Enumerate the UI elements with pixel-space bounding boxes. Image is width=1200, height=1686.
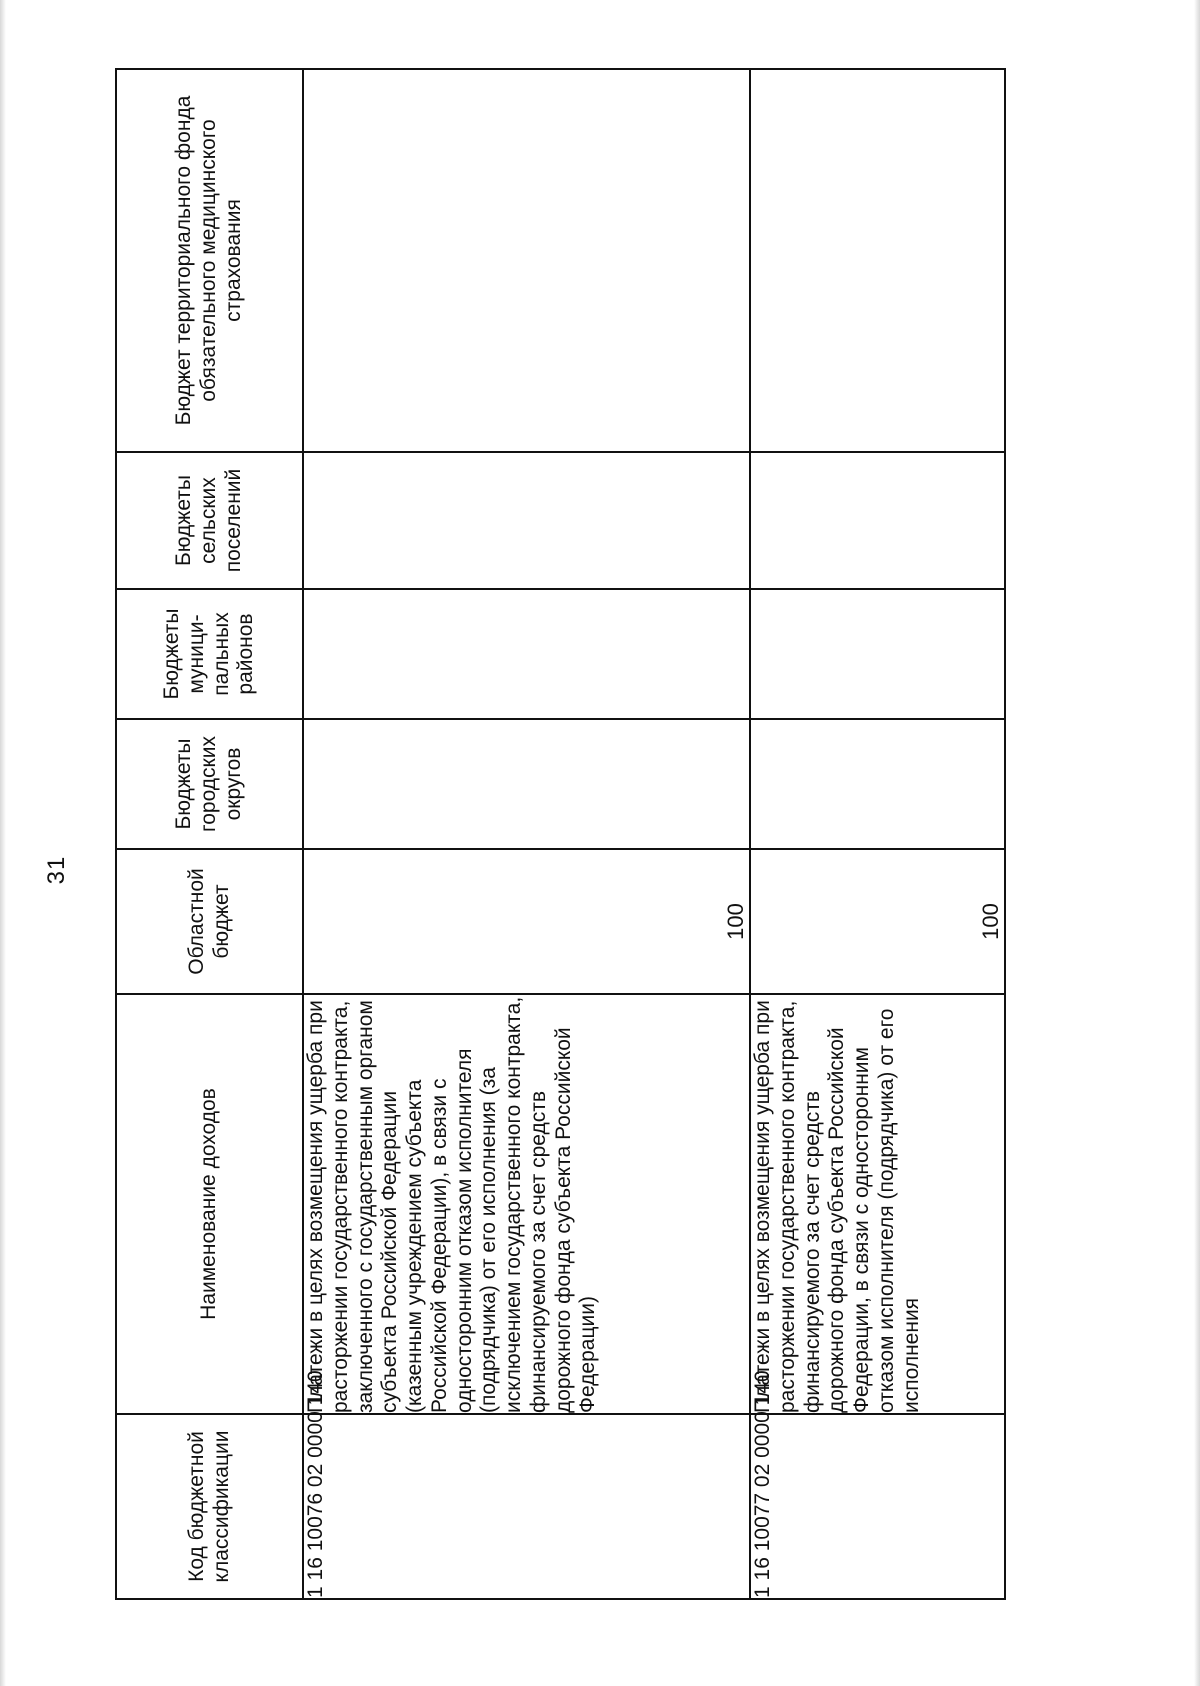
income-distribution-table [115, 68, 1006, 1600]
row-regional-budget: 100 [303, 849, 750, 994]
header-income-name: Наименование доходов [116, 994, 303, 1414]
scan-edge-right [1194, 0, 1200, 1686]
header-regional-budget: Областной бюджет [116, 849, 303, 994]
row-code: 1 16 10076 02 0000 140 [303, 1414, 750, 1599]
header-rural-settlements: Бюджеты сельских поселений [116, 452, 303, 589]
row-income-name: Платежи в целях возмещения ущерба при расторжении государственного контракта, заключенного с государственным органом субъекта Российской Федерации (казенным учреждением субъекта Российской Федерации), в связи с односторонним отказом исполнителя (подрядчика) от его исполнения (за исключением государственного контракта, финансируемого за счет средств дорожного фонда субъекта Российской Федерации) [303, 994, 750, 1414]
header-city-districts: Бюджеты городских округов [116, 719, 303, 849]
row-income-name: Платежи в целях возмещения ущерба при расторжении государственного контракта, финансируемого за счет средств дорожного фонда субъекта Российской Федерации, в связи с односторонним отказом исполнителя (подрядчика) от его исполнения [750, 994, 1005, 1414]
row-code: 1 16 10077 02 0000 140 [750, 1414, 1005, 1599]
scan-edge-left [0, 0, 6, 1686]
row-rural-settlements [303, 452, 750, 589]
page-number: 31 [43, 855, 70, 885]
table-row [750, 69, 1005, 1599]
row-city-districts [303, 719, 750, 849]
row-tfoms [750, 69, 1005, 452]
table-row [303, 69, 750, 1599]
rotated-sheet [43, 70, 1005, 1600]
table-header-row [116, 69, 303, 1599]
row-regional-budget: 100 [750, 849, 1005, 994]
row-municipal-districts [750, 589, 1005, 719]
row-city-districts [750, 719, 1005, 849]
row-municipal-districts [303, 589, 750, 719]
row-rural-settlements [750, 452, 1005, 589]
header-tfoms: Бюджет территориального фонда обязательного медицинского страхования [116, 69, 303, 452]
header-municipal-districts: Бюджеты муници-пальных районов [116, 589, 303, 719]
header-code: Код бюджетной классификации [116, 1414, 303, 1599]
row-tfoms [303, 69, 750, 452]
